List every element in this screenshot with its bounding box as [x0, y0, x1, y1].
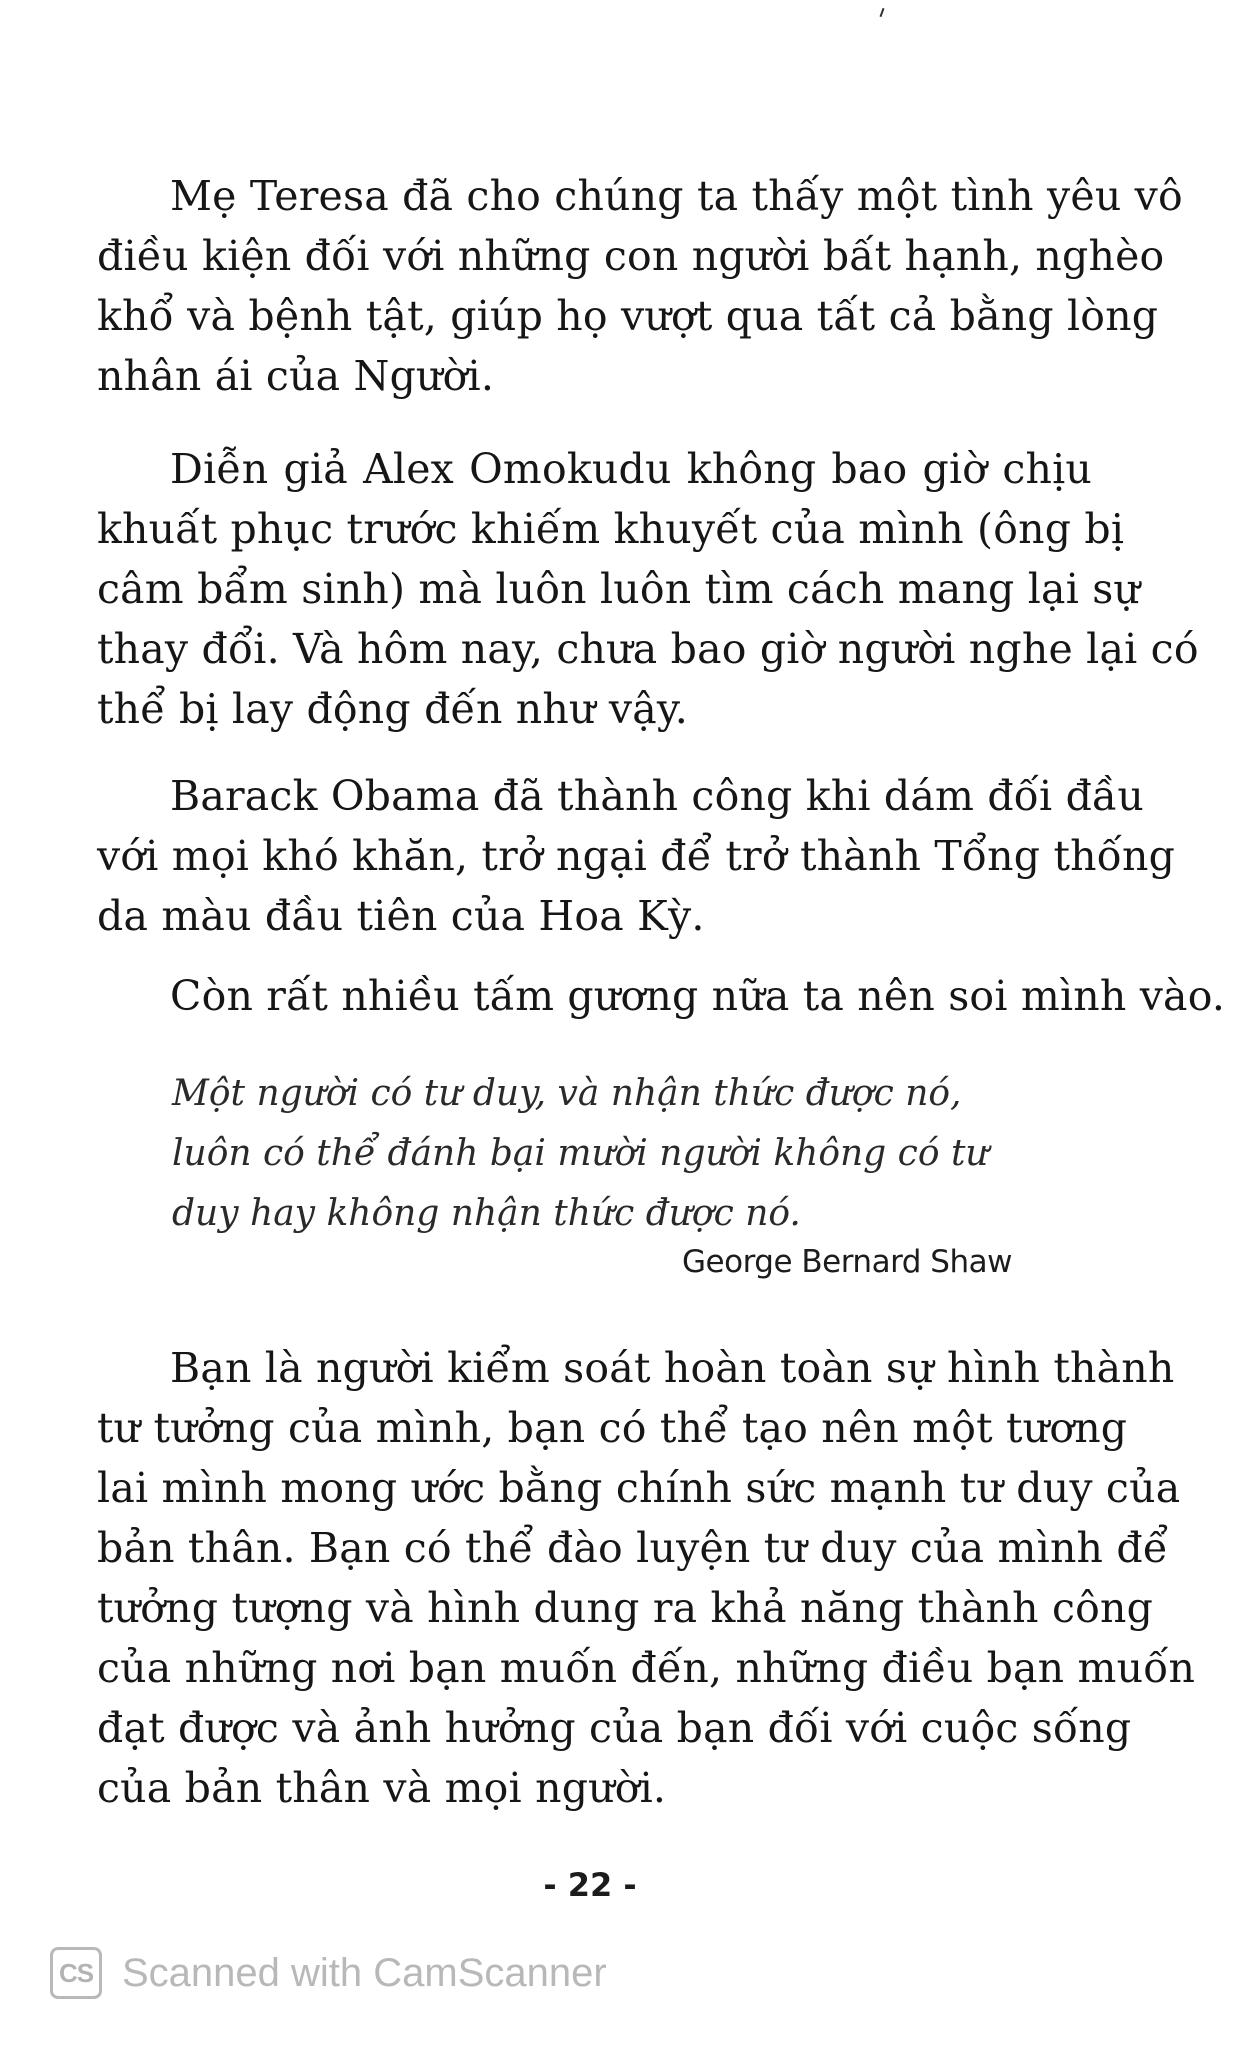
text-line: thay đổi. Và hôm nay, chưa bao giờ người nghe lại có	[97, 625, 1199, 673]
text-line: điều kiện đối với những con người bất hạnh, nghèo	[97, 232, 1165, 280]
paragraph-barack-obama	[97, 766, 1176, 946]
paragraph-thinking-power	[97, 1338, 1196, 1818]
text-line: Diễn giả Alex Omokudu không bao giờ chịu	[170, 445, 1092, 493]
text-line: Barack Obama đã thành công khi dám đối đầu	[170, 772, 1144, 820]
text-line: thể bị lay động đến như vậy.	[97, 685, 689, 733]
quote-line: luôn có thể đánh bại mười người không có tư	[172, 1133, 989, 1174]
text-line: lai mình mong ước bằng chính sức mạnh tư duy của	[97, 1464, 1181, 1512]
text-line: của những nơi bạn muốn đến, những điều bạn muốn	[97, 1644, 1196, 1692]
paragraph-alex-omokudu	[97, 439, 1199, 739]
text-line: khổ và bệnh tật, giúp họ vượt qua tất cả bằng lòng	[97, 292, 1159, 340]
text-line: tư tưởng của mình, bạn có thể tạo nên một tương	[97, 1404, 1128, 1452]
camscanner-watermark	[50, 1943, 607, 2003]
text-line: Mẹ Teresa đã cho chúng ta thấy một tình yêu vô	[170, 172, 1183, 220]
text-line: của bản thân và mọi người.	[97, 1764, 667, 1812]
paragraph-mother-teresa	[97, 166, 1183, 406]
text-line: đạt được và ảnh hưởng của bạn đối với cuộc sống	[97, 1704, 1132, 1752]
quote-author: George Bernard Shaw	[682, 1244, 1012, 1280]
text-line: với mọi khó khăn, trở ngại để trở thành Tổng thống	[97, 832, 1176, 880]
scan-speck	[880, 8, 885, 17]
text-line: Bạn là người kiểm soát hoàn toàn sự hình thành	[170, 1344, 1175, 1392]
page-number: - 22 -	[543, 1866, 637, 1904]
text-line: tưởng tượng và hình dung ra khả năng thành công	[97, 1584, 1154, 1632]
camscanner-logo-icon: CS	[50, 1947, 102, 1999]
quote-line: Một người có tư duy, và nhận thức được nó,	[172, 1073, 962, 1114]
text-line: da màu đầu tiên của Hoa Kỳ.	[97, 892, 705, 940]
text-line: nhân ái của Người.	[97, 352, 495, 400]
text-line: khuất phục trước khiếm khuyết của mình (ông bị	[97, 505, 1125, 553]
watermark-text: Scanned with CamScanner	[122, 1950, 607, 1995]
paragraph-examples	[97, 966, 1226, 1026]
quote-line: duy hay không nhận thức được nó.	[172, 1193, 801, 1234]
text-line: câm bẩm sinh) mà luôn luôn tìm cách mang lại sự	[97, 565, 1141, 613]
text-line: Còn rất nhiều tấm gương nữa ta nên soi mình vào.	[170, 972, 1226, 1020]
quote-block	[172, 1064, 1012, 1244]
text-line: bản thân. Bạn có thể đào luyện tư duy của mình để	[97, 1524, 1169, 1572]
